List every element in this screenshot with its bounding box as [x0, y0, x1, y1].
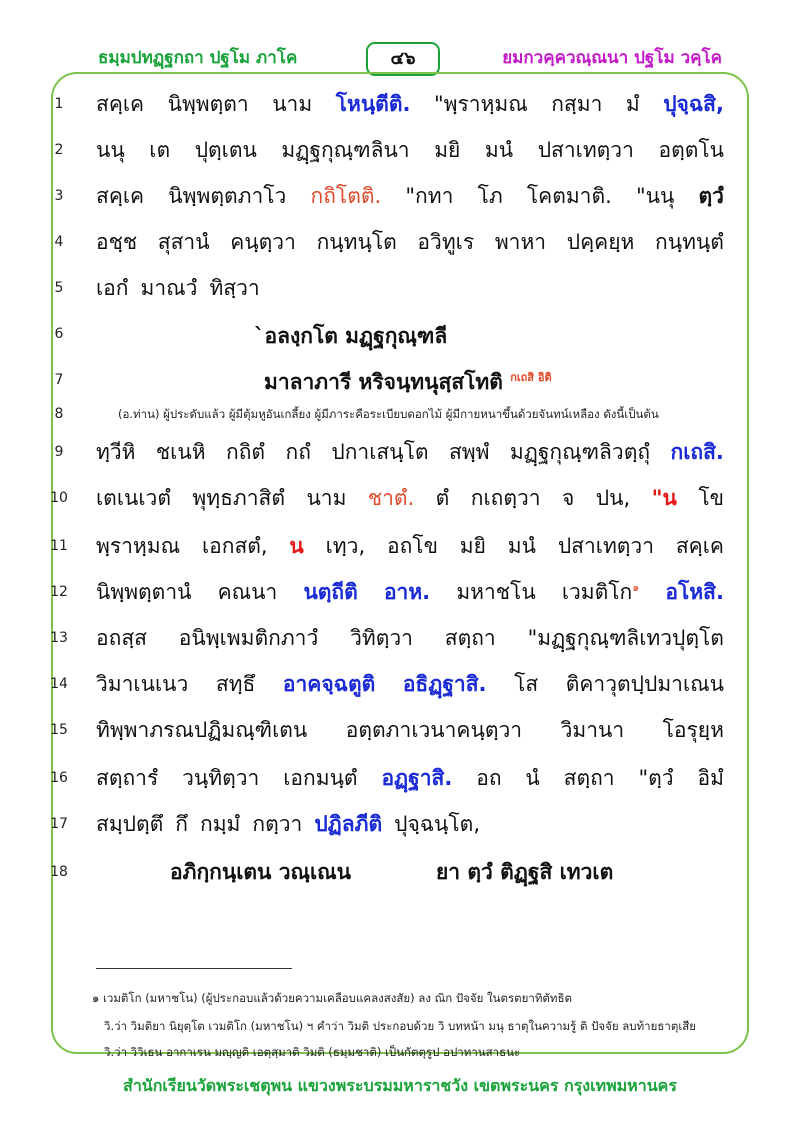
- verse-line-18a: อภิกฺกนฺเตน วณฺเณน: [170, 860, 352, 884]
- word: เตเนเวตํ: [96, 486, 171, 510]
- word: วิมาเนเนว: [96, 672, 189, 696]
- text-line-4: [96, 226, 724, 259]
- highlight-word: อธิฏฺฐาสิ.: [402, 672, 487, 696]
- word: วนฺทิตฺวา: [182, 766, 260, 790]
- line-number: 13: [50, 630, 68, 646]
- word-with-note: [562, 576, 639, 609]
- line-number: 1: [54, 96, 64, 112]
- word: โอรุยฺห: [662, 718, 724, 742]
- word: มํ: [625, 92, 640, 116]
- highlight-word: อโหสิ.: [665, 580, 724, 604]
- word: "ตฺวํ: [638, 766, 674, 790]
- page-footer: สำนักเรียนวัดพระเชตุพน แขวงพระบรมมหาราชวัง เขตพระนคร กรุงเทพมหานคร: [123, 1076, 677, 1095]
- highlight-word: ปฏิลภีติ: [314, 812, 383, 836]
- word: สมฺปตฺตึ: [96, 812, 164, 836]
- word: สคฺเค: [96, 184, 145, 208]
- word: ชเนหิ: [155, 440, 206, 464]
- word: สตฺถา: [444, 626, 496, 650]
- line-number: 17: [50, 816, 68, 832]
- word: มนํ: [484, 138, 514, 162]
- highlight-word: อาคจฺฉตูติ: [282, 672, 376, 696]
- word: "พฺราหฺมณ: [433, 92, 528, 116]
- word: สุสานํ: [157, 230, 210, 254]
- word: สคฺเค: [675, 534, 724, 558]
- highlight-word: อาห.: [383, 580, 431, 604]
- word: พฺราหฺมณ: [96, 534, 181, 558]
- line-number: 10: [50, 490, 68, 506]
- word: ทฺวีหิ: [96, 440, 136, 464]
- text-line-9: [96, 436, 724, 469]
- highlight-word: ปุจฺฉสิ,: [663, 92, 724, 116]
- word: สตฺถา: [563, 766, 615, 790]
- footnote-rule: [96, 968, 292, 969]
- word: เอกํ: [96, 276, 129, 300]
- footnote-marker: ๑: [632, 581, 640, 594]
- word: เทฺว,: [325, 534, 366, 558]
- word: ตํ: [435, 486, 450, 510]
- highlight-word: กถิโตติ.: [310, 184, 382, 208]
- word: นิพฺพตฺตภาโว: [168, 184, 287, 208]
- word: มาณวํ: [140, 276, 198, 300]
- text-line-2: [96, 134, 724, 167]
- footnote-1: ๑ เวมติโก (มหาชโน) (ผู้ประกอบแล้วด้วยความเคลือบแคลงสงสัย) ลง ณิก ปัจจัย ในตรตยาทิตัทธิต: [92, 991, 572, 1005]
- word: วิมานา: [560, 718, 625, 742]
- word: คนฺตฺวา: [230, 230, 296, 254]
- word: ปกาเสนฺโต: [331, 440, 429, 464]
- word: อถโข: [386, 534, 438, 558]
- text-line-13: [96, 622, 724, 655]
- word: กึ: [175, 812, 188, 836]
- word: เต: [149, 138, 171, 162]
- word: อนิพฺเพมติกภาวํ: [178, 626, 319, 650]
- word: อถ: [476, 766, 502, 790]
- line-number: 16: [50, 770, 68, 786]
- text-line-10: [96, 482, 724, 515]
- highlight-word: น: [289, 534, 304, 558]
- highlight-word: โหนฺตีติ.: [335, 92, 411, 116]
- footnote-3: วิ.ว่า วิวิเธน อากาเรน มญฺญติ เอตฺสฺมาติ วิมติ (ธมฺมชาติ) เป็นกัตตุรูป อปาทานสาธนะ: [104, 1045, 521, 1059]
- word: นาม: [272, 92, 313, 116]
- word: สตฺถารํ: [96, 766, 159, 790]
- word: อชฺช: [96, 230, 138, 254]
- word: "กทา: [405, 184, 454, 208]
- word: กถิตํ: [226, 440, 266, 464]
- translation-line: (อ.ท่าน) ผู้ประดับแล้ว ผู้มีตุ้มหูอันเกลี้ยง ผู้มีภาระคือระเบียบดอกไม้ ผู้มีกายหนาขึ้นด้วยจันทน์เหลือง ดังนี้เป็นต้น: [118, 407, 659, 421]
- line-number: 3: [54, 188, 64, 204]
- highlight-word: นตฺถีติ: [303, 580, 358, 604]
- line-number: 14: [50, 676, 68, 692]
- line-number: 5: [54, 280, 64, 296]
- word: นํ: [525, 766, 540, 790]
- word: กถํ: [285, 440, 311, 464]
- word: ทิสฺวา: [209, 276, 260, 300]
- word: โภ: [477, 184, 503, 208]
- running-header-left: ธมฺมปทฏฺฐกถา ปฐโม ภาโค: [98, 48, 298, 68]
- verse-line-18b: ยา ตฺวํ ติฏฺฐสิ เทวเต: [436, 860, 614, 884]
- word: มหาชโน: [456, 580, 536, 604]
- word: คณนา: [217, 580, 278, 604]
- word: มฏฺฐกุณฺฑลิวตฺถุํ: [509, 440, 651, 464]
- word: มยิ: [459, 534, 486, 558]
- word: "นนุ: [635, 184, 675, 208]
- line-number: 4: [54, 234, 64, 250]
- highlight-word: กเถสิ.: [670, 440, 724, 464]
- bold-word: ตฺวํ: [698, 184, 724, 208]
- word: สคฺเค: [96, 92, 145, 116]
- word: พุทฺธภาสิตํ: [192, 486, 285, 510]
- line-number: 7: [54, 372, 64, 388]
- line-number: 6: [54, 326, 64, 342]
- word: กนฺทนฺตํ: [655, 230, 724, 254]
- word: มยิ: [434, 138, 461, 162]
- word: ปุจฺฉนฺโต,: [394, 812, 480, 836]
- word: กเถตฺวา: [470, 486, 541, 510]
- text-line-3: [96, 180, 724, 213]
- word: เอกมนฺตํ: [283, 766, 358, 790]
- line-number: 12: [50, 584, 68, 600]
- text-line-14: [96, 668, 724, 701]
- word: อตฺตภาเวนาคนฺตฺวา: [345, 718, 523, 742]
- verse-text: มาลาภารี หริจนฺทนุสฺสโทติ: [264, 370, 503, 394]
- word: นิพฺพตฺตา: [167, 92, 249, 116]
- word: ติคาวุตปฺปมาเณน: [565, 672, 724, 696]
- word: กสฺมา: [551, 92, 603, 116]
- word: ปน,: [595, 486, 631, 510]
- text-line-12: [96, 576, 724, 609]
- text-line-15: [96, 714, 724, 747]
- word: สทฺธึ: [215, 672, 256, 696]
- footnote-2: วิ.ว่า วิมติยา นิยุตฺโต เวมติโก (มหาชโน) ฯ คำว่า วิมติ ประกอบด้วย วิ บทหน้า มนุ ธาตุในความรู้ ติ ปัจจัย ลบท้ายธาตุเสีย: [104, 1019, 697, 1033]
- page-frame: [51, 72, 749, 1054]
- word: ปคฺคยฺห: [566, 230, 635, 254]
- highlight-word: "น: [651, 486, 677, 510]
- word: อวิทูเร: [417, 230, 475, 254]
- line-number: 9: [54, 444, 64, 460]
- word: นาม: [306, 486, 347, 510]
- line-number: 18: [50, 864, 68, 880]
- verse-annotation: กเถสิ อิติ: [510, 371, 552, 384]
- word: โส: [514, 672, 539, 696]
- verse-line-7: [264, 366, 552, 399]
- word: วิทิตฺวา: [350, 626, 413, 650]
- word: อตฺตโน: [658, 138, 724, 162]
- text-line-11: [96, 530, 724, 563]
- word: กนฺทนฺโต: [316, 230, 397, 254]
- word: พาหา: [494, 230, 547, 254]
- word: โข: [698, 486, 724, 510]
- highlight-word: ชาตํ.: [367, 486, 415, 510]
- word: โคตมาติ.: [526, 184, 612, 208]
- word: ปุตฺเตน: [194, 138, 257, 162]
- word: "มฏฺฐกุณฺฑลิเทวปุตฺโต: [527, 626, 724, 650]
- verse-line-6: `อลงฺกโต มฏฺฐกุณฺฑลี: [254, 324, 448, 348]
- word: นนุ: [96, 138, 125, 162]
- word: มนํ: [507, 534, 536, 558]
- highlight-word: อฏฺฐาสิ.: [381, 766, 453, 790]
- text-line-5: [96, 272, 724, 305]
- word: กตฺวา: [252, 812, 303, 836]
- text-line-17: [96, 808, 724, 841]
- word: มฏฺฐกุณฺฑลินา: [281, 138, 410, 162]
- word: เวมติโก: [561, 580, 633, 604]
- word: สพฺพํ: [448, 440, 490, 464]
- running-header-right: ยมกวคฺควณฺณนา ปฐโม วคฺโค: [502, 48, 722, 68]
- word: ปสาเทตฺวา: [537, 138, 634, 162]
- text-line-1: [96, 88, 724, 121]
- word: จ: [562, 486, 575, 510]
- word: เอกสตํ,: [201, 534, 268, 558]
- word: นิพฺพตฺตานํ: [96, 580, 192, 604]
- word: อถสฺส: [96, 626, 147, 650]
- word: ทิพฺพาภรณปฏิมณฺฑิเตน: [96, 718, 308, 742]
- line-number: 2: [54, 142, 64, 158]
- word: ปสาเทตฺวา: [557, 534, 655, 558]
- page-number-box: ๔๖: [366, 42, 440, 76]
- word: อิมํ: [697, 766, 724, 790]
- text-line-16: [96, 762, 724, 795]
- line-number: 8: [54, 406, 64, 422]
- line-number: 15: [50, 722, 68, 738]
- line-number: 11: [50, 538, 68, 554]
- word: กมฺมํ: [199, 812, 241, 836]
